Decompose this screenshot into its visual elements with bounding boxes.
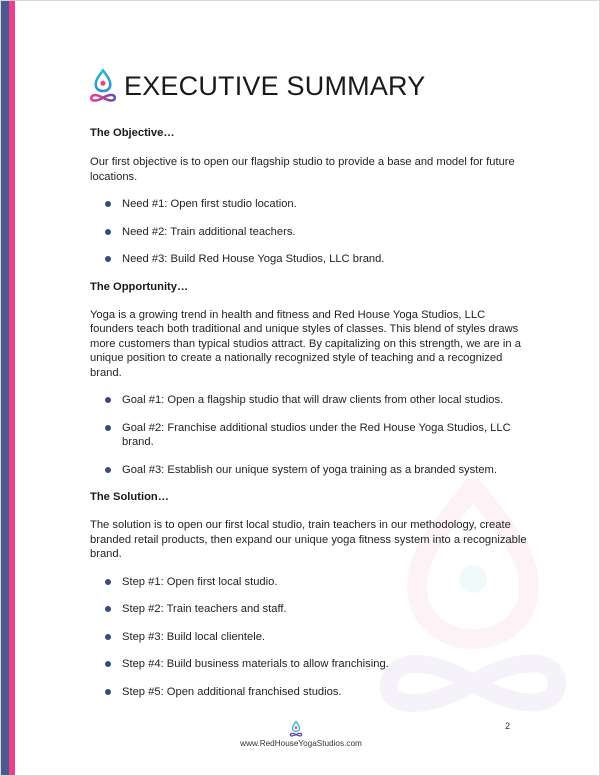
bullet-icon [105, 201, 111, 207]
page-header [89, 67, 425, 105]
section-heading-objective: The Objective… [90, 127, 175, 139]
bullet-icon [105, 606, 111, 612]
list-item: Step #4: Build business materials to allow franchising. [90, 657, 530, 672]
bullet-icon [105, 467, 111, 473]
document-body [90, 126, 530, 712]
section-heading-solution: The Solution… [90, 491, 169, 503]
section-paragraph-opportunity: Yoga is a growing trend in health and fitness and Red House Yoga Studios, LLC founders teach both traditional and unique styles of classes. This blend of styles draws more customers than typical studios attract. By capitalizing on this strength, we are in a unique position to create a nationally recognized style of teaching and a recognized brand. [90, 308, 521, 379]
bullet-icon [105, 256, 111, 262]
list-item: Need #3: Build Red House Yoga Studios, LLC brand. [90, 252, 530, 267]
list-item: Step #2: Train teachers and staff. [90, 602, 530, 617]
list-item: Goal #3: Establish our unique system of yoga training as a branded system. [90, 463, 530, 478]
section-heading-opportunity: The Opportunity… [90, 280, 189, 293]
side-bar-pink [9, 1, 15, 776]
footer-website-url: www.RedHouseYogaStudios.com [240, 739, 362, 748]
list-item: Step #1: Open first local studio. [90, 575, 530, 590]
yoga-drop-figure-icon [89, 69, 117, 103]
bullet-icon [105, 661, 111, 667]
opportunity-list [90, 393, 530, 477]
section-paragraph-solution: The solution is to open our first local studio, train teachers in our methodology, create branded retail products, then expand our unique yoga fitness system into a recognizable brand. [90, 519, 527, 560]
section-paragraph-objective: Our first objective is to open our flagship studio to provide a base and model for future locations. [90, 156, 515, 183]
list-item: Goal #2: Franchise additional studios under the Red House Yoga Studios, LLC brand. [90, 421, 530, 450]
objective-list [90, 197, 530, 267]
bullet-icon [105, 634, 111, 640]
bullet-icon [105, 689, 111, 695]
list-item: Goal #1: Open a flagship studio that will draw clients from other local studios. [90, 393, 530, 408]
bullet-icon [105, 397, 111, 403]
page-number: 2 [505, 721, 511, 731]
list-item: Step #3: Build local clientele. [90, 630, 530, 645]
list-item: Need #2: Train additional teachers. [90, 225, 530, 240]
page-title: EXECUTIVE SUMMARY [124, 70, 426, 101]
bullet-icon [105, 579, 111, 585]
bullet-icon [105, 425, 111, 431]
footer-logo-icon [289, 721, 303, 737]
side-bar-blue [1, 1, 9, 776]
list-item: Step #5: Open additional franchised studios. [90, 685, 530, 700]
bullet-icon [105, 229, 111, 235]
solution-list [90, 575, 530, 700]
list-item: Need #1: Open first studio location. [90, 197, 530, 212]
